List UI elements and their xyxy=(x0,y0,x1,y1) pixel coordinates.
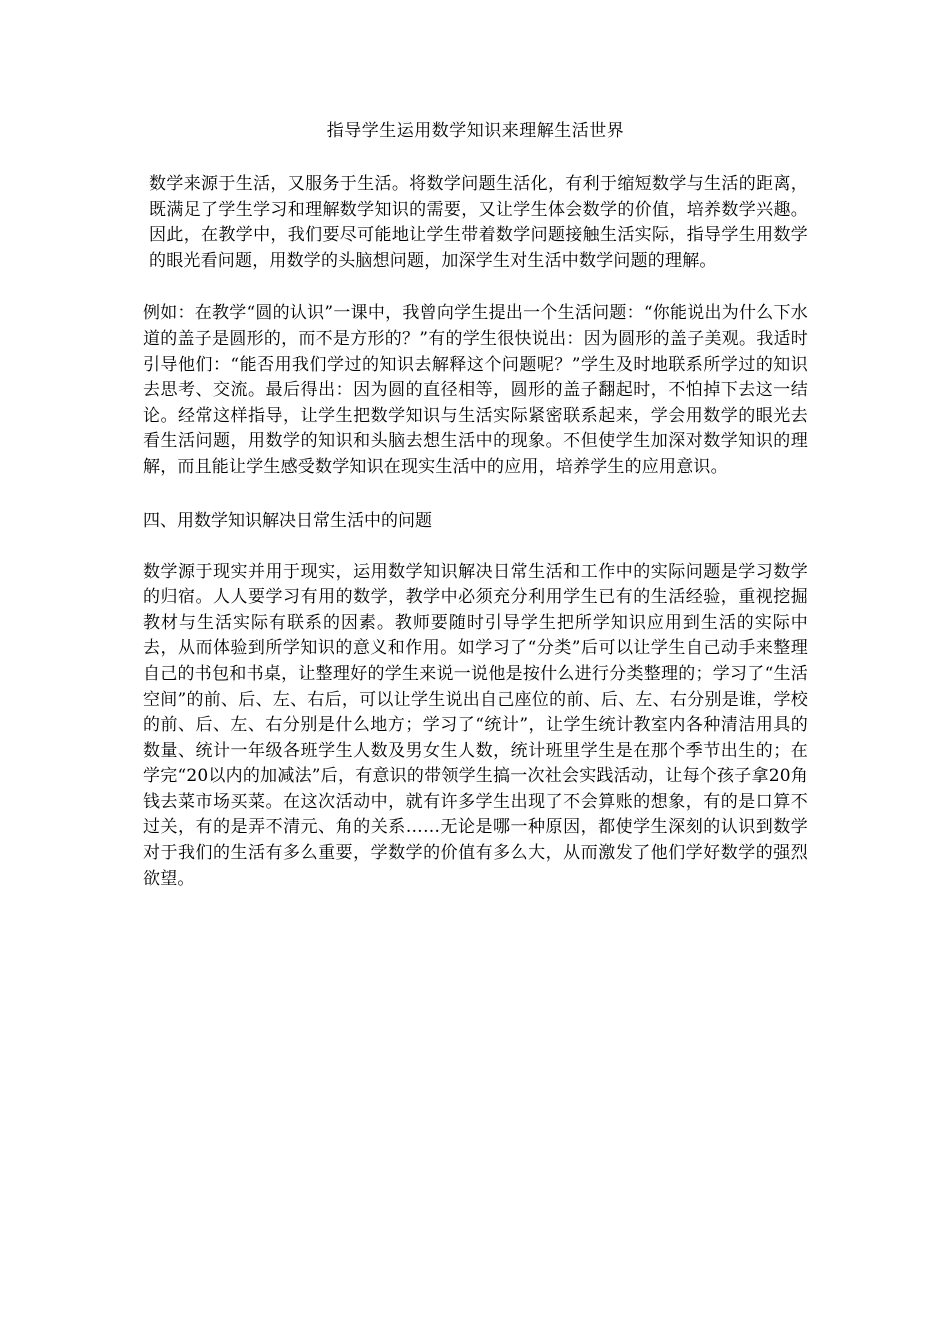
example-paragraph: 例如：在教学“圆的认识”一课中，我曾向学生提出一个生活问题：“你能说出为什么下水道的盖子是圆形的，而不是方形的？”有的学生很快说出：因为圆形的盖子美观。我适时引导他们：“能否用我们学过的知识去解释这个问题呢？”学生及时地联系所学过的知识去思考、交流。最后得出：因为圆的直径相等，圆形的盖子翻起时，不怕掉下去这一结论。经常这样指导，让学生把数学知识与生活实际紧密联系起来，学会用数学的眼光去看生活问题，用数学的知识和头脑去想生活中的现象。不但使学生加深对数学知识的理解，而且能让学生感受数学知识在现实生活中的应用，培养学生的应用意识。 xyxy=(143,303,808,477)
intro-paragraph: 数学来源于生活，又服务于生活。将数学问题生活化，有利于缩短数学与生活的距离，既满足了学生学习和理解数学知识的需要，又让学生体会数学的价值，培养数学兴趣。因此，在教学中，我们要尽可能地让学生带着数学问题接触生活实际，指导学生用数学的眼光看问题，用数学的头脑想问题，加深学生对生活中数学问题的理解。 xyxy=(149,174,808,271)
section-paragraph: 数学源于现实并用于现实，运用数学知识解决日常生活和工作中的实际问题是学习数学的归宿。人人要学习有用的数学，教学中必须充分利用学生已有的生活经验，重视挖掘教材与生活实际有联系的因素。教师要随时引导学生把所学知识应用到生活的实际中去，从而体验到所学知识的意义和作用。如学习了“分类”后可以让学生自己动手来整理自己的书包和书桌，让整理好的学生来说一说他是按什么进行分类整理的；学习了“生活空间”的前、后、左、右后，可以让学生说出自己座位的前、后、左、右分别是谁，学校的前、后、左、右分别是什么地方；学习了“统计”，让学生统计教室内各种清洁用具的数量、统计一年级各班学生人数及男女生人数，统计班里学生是在那个季节出生的；在学完“20以内的加减法”后，有意识的带领学生搞一次社会实践活动，让每个孩子拿20角钱去菜市场买菜。在这次活动中，就有许多学生出现了不会算账的想象，有的是口算不过关，有的是弄不清元、角的关系……无论是哪一种原因，都使学生深刻的认识到数学对于我们的生活有多么重要，学数学的价值有多么大，从而激发了他们学好数学的强烈欲望。 xyxy=(143,561,808,889)
document-page xyxy=(143,118,808,919)
section-heading: 四、用数学知识解决日常生活中的问题 xyxy=(143,510,432,531)
document-title: 指导学生运用数学知识来理解生活世界 xyxy=(326,121,625,141)
